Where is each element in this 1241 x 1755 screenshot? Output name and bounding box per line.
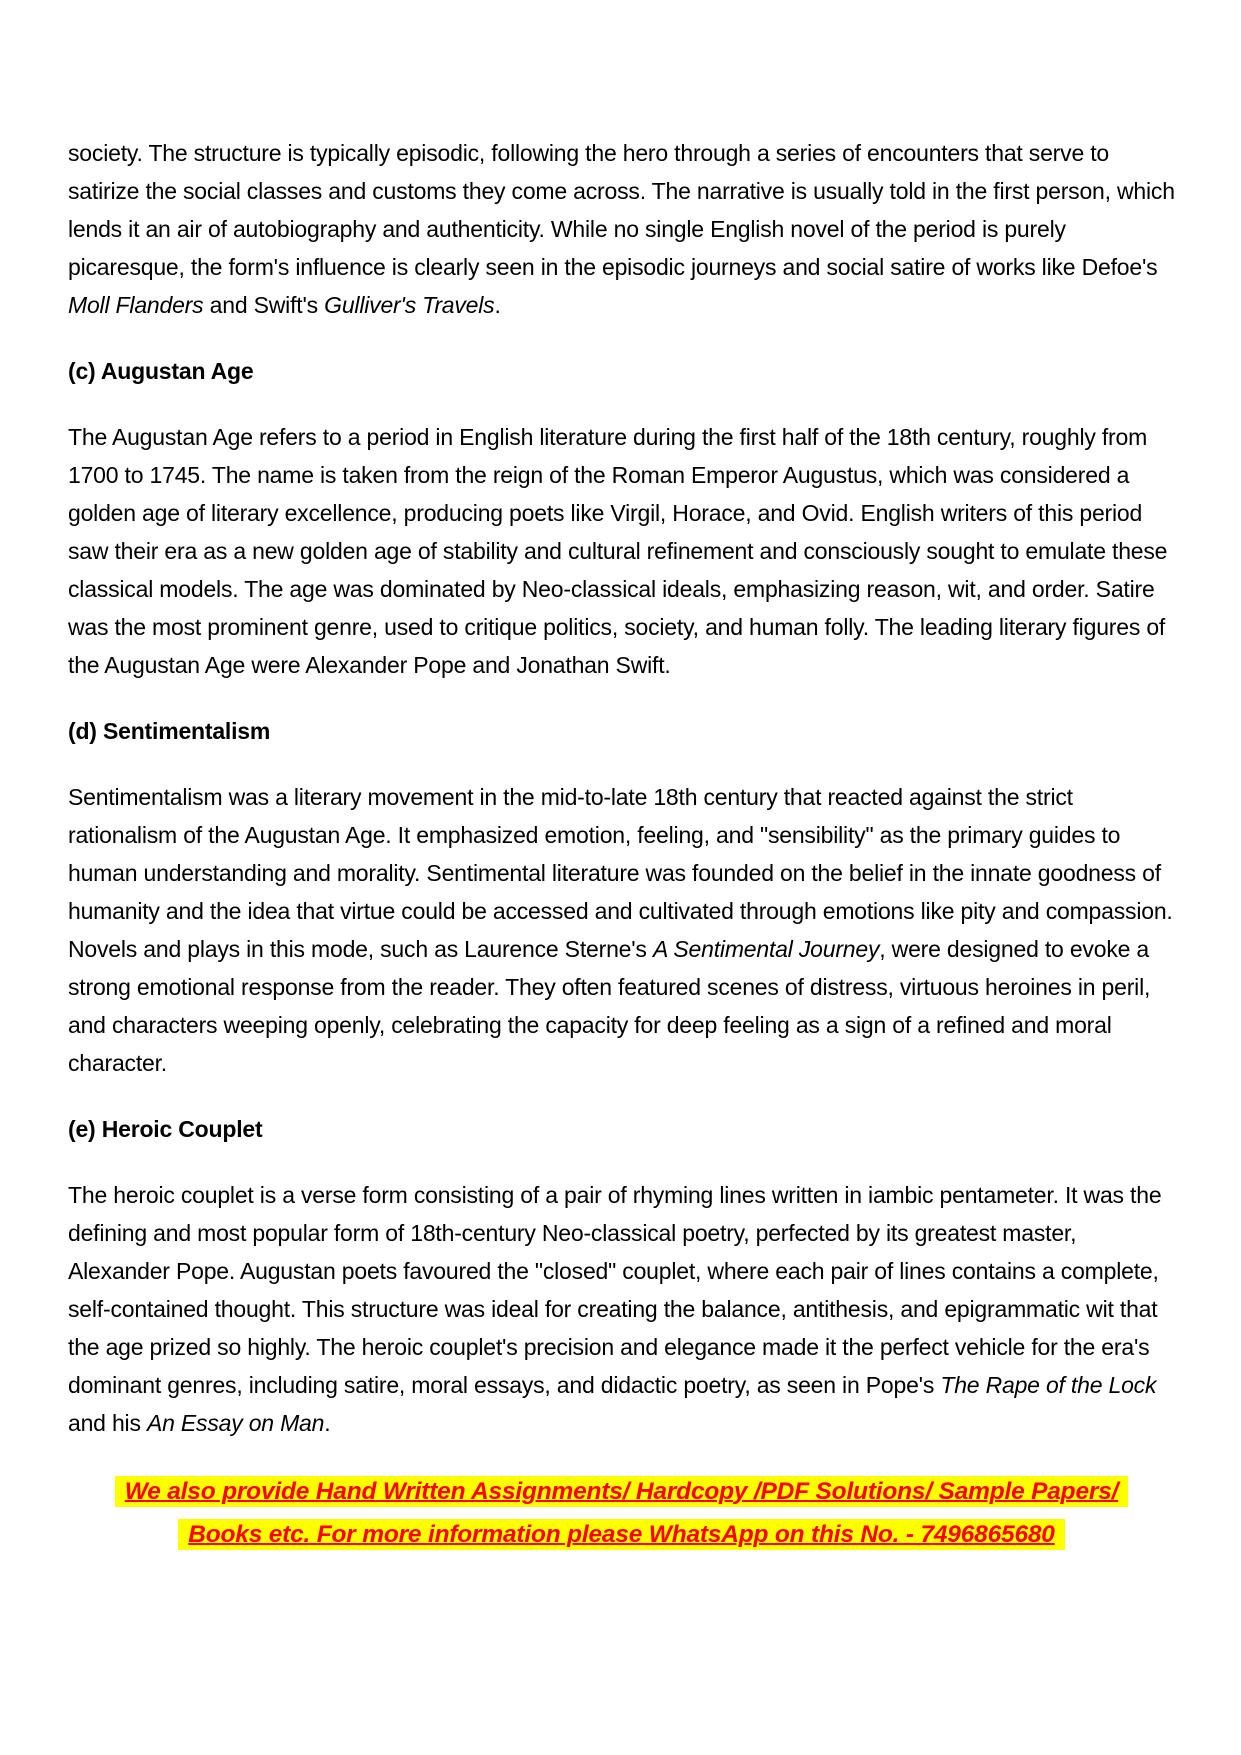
section-paragraph-sentimentalism: Sentimentalism was a literary movement in the mid-to-late 18th century that reacted against the strict rationalism of the Augustan Age. It emphasized emotion, feeling, and "sensibility" as the primary guides to human understanding and morality. Sentimental literature was founded on the belief in the innate goodness of humanity and the idea that virtue could be accessed and cultivated through emotions like pity and compassion. Novels and plays in this mode, such as Laurence Sterne's A Sentimental Journey, were designed to evoke a strong emotional response from the reader. They often featured scenes of distress, virtuous heroines in peril, and characters weeping openly, celebrating the capacity for deep feeling as a sign of a refined and moral character. (68, 784, 1173, 1076)
section-paragraph-heroic-couplet: The heroic couplet is a verse form consisting of a pair of rhyming lines written in iambic pentameter. It was the defining and most popular form of 18th-century Neo-classical poetry, perfected by its greatest master, Alexander Pope. Augustan poets favoured the "closed" couplet, where each pair of lines contains a complete, self-contained thought. This structure was ideal for creating the balance, antithesis, and epigrammatic wit that the age prized so highly. The heroic couplet's precision and elegance made it the perfect vehicle for the era's dominant genres, including satire, moral essays, and didactic poetry, as seen in Pope's The Rape of the Lock and his An Essay on Man. (68, 1182, 1162, 1436)
section-heading-sentimentalism: (d) Sentimentalism (68, 718, 271, 744)
promo-banner (68, 1470, 1175, 1556)
section-paragraph-augustan-age: The Augustan Age refers to a period in English literature during the first half of the 18th century, roughly from 1700 to 1745. The name is taken from the reign of the Roman Emperor Augustus, which was considered a golden age of literary excellence, producing poets like Virgil, Horace, and Ovid. English writers of this period saw their era as a new golden age of stability and cultural refinement and consciously sought to emulate these classical models. The age was dominated by Neo-classical ideals, emphasizing reason, wit, and order. Satire was the most prominent genre, used to critique politics, society, and human folly. The leading literary figures of the Augustan Age were Alexander Pope and Jonathan Swift. (68, 424, 1168, 678)
section-heroic-couplet (68, 1110, 1175, 1442)
section-heading-heroic-couplet: (e) Heroic Couplet (68, 1116, 263, 1142)
section-heading-augustan-age: (c) Augustan Age (68, 358, 254, 384)
document-body (68, 134, 1175, 1442)
intro-paragraph: society. The structure is typically episodic, following the hero through a series of encounters that serve to satirize the social classes and customs they come across. The narrative is usually told in the first person, which lends it an air of autobiography and authenticity. While no single English novel of the period is purely picaresque, the form's influence is clearly seen in the episodic journeys and social satire of works like Defoe's Moll Flanders and Swift's Gulliver's Travels. (68, 140, 1175, 318)
promo-banner-line1: We also provide Hand Written Assignments/ Hardcopy /PDF Solutions/ Sample Papers/ (115, 1476, 1129, 1507)
section-augustan-age (68, 352, 1175, 684)
promo-banner-line2: Books etc. For more information please WhatsApp on this No. - 7496865680 (178, 1519, 1064, 1550)
section-sentimentalism (68, 712, 1175, 1082)
